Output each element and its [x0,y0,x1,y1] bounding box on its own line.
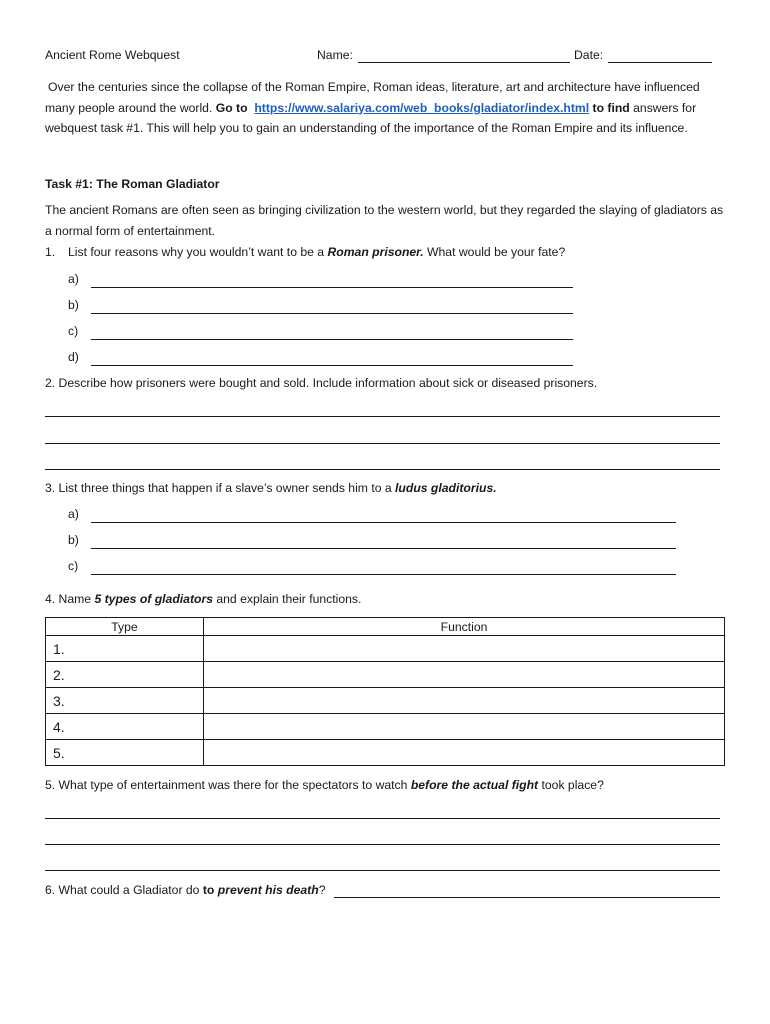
q1-item-label: a) [68,272,79,286]
type-cell[interactable]: 2. [46,662,204,688]
name-field[interactable] [358,62,570,63]
type-cell[interactable]: 4. [46,714,204,740]
q3-item-label: a) [68,507,79,521]
function-cell[interactable] [204,662,725,688]
intro-text: Over the centuries since the collapse of the Roman Empire, Roman ideas, literature, art and architecture have influenced many people around the world. [45,80,700,115]
function-cell[interactable] [204,740,725,766]
intro-text-end: answers for webquest task #1. This will help you to gain an understanding of the importance of the Roman Empire and its influence. [45,100,697,135]
q2-answer-line[interactable] [45,416,720,417]
task-heading: Task #1: The Roman Gladiator [45,177,220,191]
table-row [46,662,725,688]
q4-emphasis: 5 types of gladiators [94,592,213,606]
q3-item-label: b) [68,533,79,547]
q5-answer-line[interactable] [45,818,720,819]
q3-answer-line-a[interactable] [91,522,676,523]
q5-answer-line[interactable] [45,870,720,871]
q3-prompt: 3. List three things that happen if a slave’s owner sends him to a ludus gladitorius. [45,481,497,495]
q5-emphasis: before the actual fight [410,778,539,792]
q1-answer-line-c[interactable] [91,339,573,340]
date-field[interactable] [608,62,712,63]
function-cell[interactable] [204,636,725,662]
worksheet-title: Ancient Rome Webquest [45,48,180,62]
q5-answer-line[interactable] [45,844,720,845]
q1-item-label: d) [68,350,79,364]
q1-answer-line-b[interactable] [91,313,573,314]
q3-answer-line-c[interactable] [91,574,676,575]
q2-answer-line[interactable] [45,469,720,470]
function-cell[interactable] [204,714,725,740]
q1-answer-line-d[interactable] [91,365,573,366]
name-label: Name: [317,48,353,62]
table-header-row [46,618,725,636]
q4-prompt: 4. Name 5 types of gladiators and explain their functions. [45,592,362,606]
q2-answer-line[interactable] [45,443,720,444]
q6-emphasis: prevent his death [217,883,319,897]
table-row [46,636,725,662]
webquest-link[interactable]: https://www.salariya.com/web_books/gladiator/index.html [254,100,590,115]
q6-answer-line[interactable] [334,897,720,898]
q1-item-label: c) [68,324,79,338]
intro-paragraph [45,77,725,139]
table-row [46,740,725,766]
go-to-label: Go to [215,100,248,115]
q1-emphasis: Roman prisoner. [327,245,424,259]
table-row [46,714,725,740]
q6-prompt: 6. What could a Gladiator do to prevent his death? [45,883,326,897]
q3-answer-line-b[interactable] [91,548,676,549]
q1-item-label: b) [68,298,79,312]
q6-to: to [202,883,215,897]
gladiator-types-table [45,617,725,766]
q1-prompt: List four reasons why you wouldn’t want to be a Roman prisoner. What would be your fate? [68,245,566,259]
q3-emphasis: ludus gladitorius. [395,481,497,495]
task-description: The ancient Romans are often seen as bringing civilization to the western world, but they regarded the slaying of gladiators as a normal form of entertainment. [45,203,724,238]
type-cell[interactable]: 5. [46,740,204,766]
q5-prompt: 5. What type of entertainment was there for the spectators to watch before the actual fight took place? [45,778,604,792]
date-label: Date: [574,48,604,62]
q3-item-label: c) [68,559,79,573]
q1-number: 1. [45,245,56,259]
type-column-header: Type [46,618,204,636]
to-find-label: to find [592,100,630,115]
table-row [46,688,725,714]
q1-answer-line-a[interactable] [91,287,573,288]
function-cell[interactable] [204,688,725,714]
q2-prompt: 2. Describe how prisoners were bought and sold. Include information about sick or diseased prisoners. [45,376,598,390]
function-column-header: Function [204,618,725,636]
type-cell[interactable]: 3. [46,688,204,714]
type-cell[interactable]: 1. [46,636,204,662]
